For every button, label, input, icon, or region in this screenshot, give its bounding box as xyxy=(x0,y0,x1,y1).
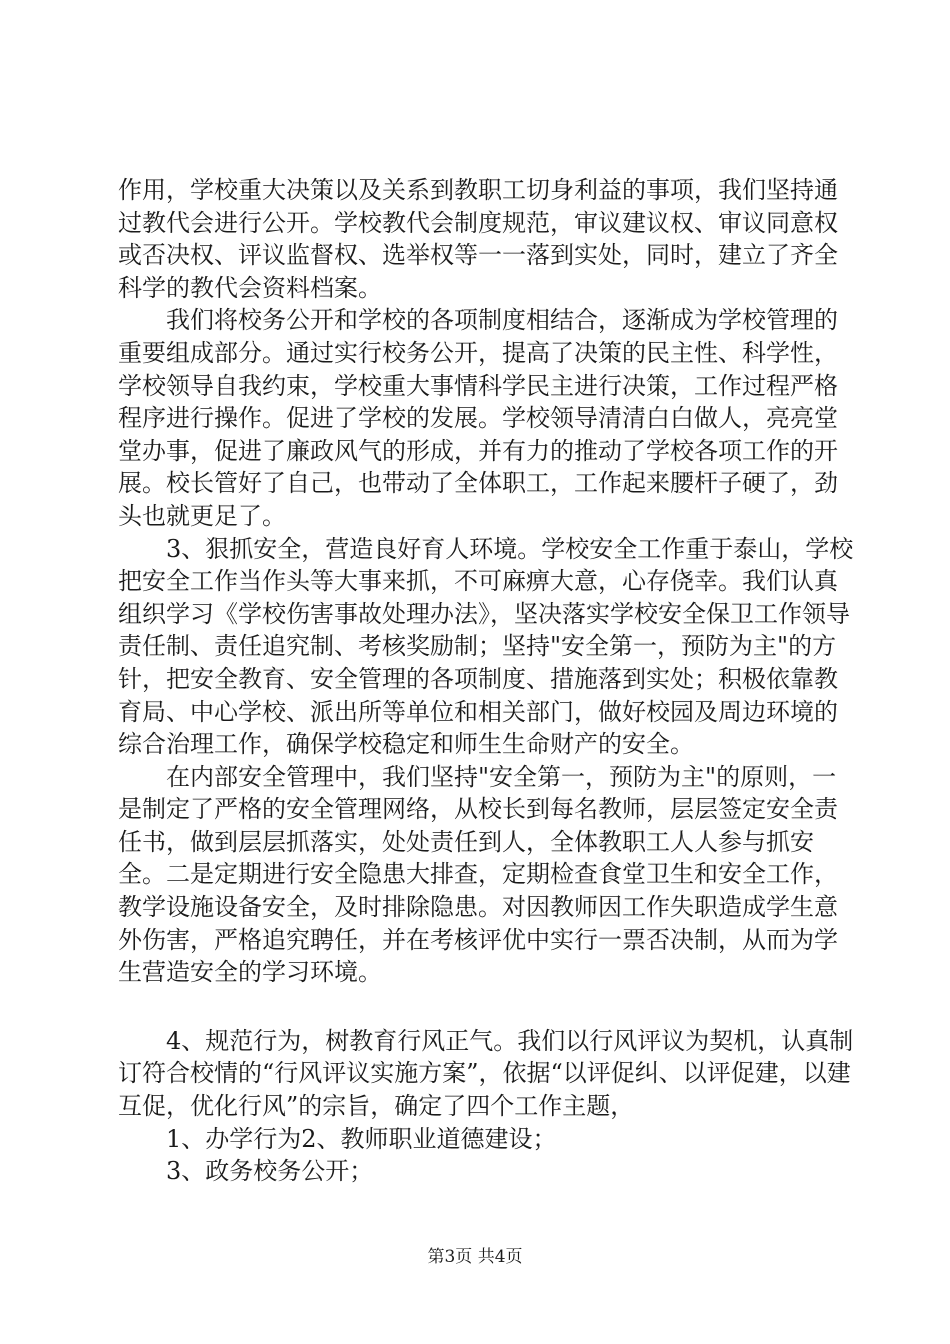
paragraph-5: 4、规范行为，树教育行风正气。我们以行风评议为契机，认真制订符合校情的“行风评议实施方案”，依据“以评促纠、以评促建，以建互促，优化行风”的宗旨，确定了四个工作主题， xyxy=(118,1026,854,1121)
paragraph-gap xyxy=(118,989,858,1025)
page-footer: 第3页 共4页 xyxy=(427,1247,523,1267)
paragraph-4: 在内部安全管理中，我们坚持"安全第一，预防为主"的原则，一是制定了严格的安全管理网络，从校长到每名教师，层层签定安全责任书，做到层层抓落实，处处责任到人，全体教职工人人参与抓安全。二是定期进行安全隐患大排查，定期检查食堂卫生和安全工作，教学设施设备安全，及时排除隐患。对因教师因工作失职造成学生意外伤害，严格追究聘任，并在考核评优中实行一票否决制，从而为学生营造安全的学习环境。 xyxy=(118,762,838,987)
document-body xyxy=(118,174,858,1188)
paragraph-1: 作用，学校重大决策以及关系到教职工切身利益的事项，我们坚持通过教代会进行公开。学校教代会制度规范，审议建议权、审议同意权或否决权、评议监督权、选举权等一一落到实处，同时，建立了齐全科学的教代会资料档案。 xyxy=(118,176,838,302)
list-item-1: 1、办学行为2、教师职业道德建设； xyxy=(166,1124,557,1153)
paragraph-3: 3、狠抓安全，营造良好育人环境。学校安全工作重于泰山，学校把安全工作当作头等大事来抓，不可麻痹大意，心存侥幸。我们认真组织学习《学校伤害事故处理办法》，坚决落实学校安全保卫工作领导责任制、责任追究制、考核奖励制；坚持"安全第一，预防为主"的方针，把安全教育、安全管理的各项制度、措施落到实处；积极依靠教育局、中心学校、派出所等单位和相关部门，做好校园及周边环境的综合治理工作，确保学校稳定和师生生命财产的安全。 xyxy=(118,534,854,759)
list-item-2: 3、政务校务公开； xyxy=(166,1157,374,1186)
paragraph-2: 我们将校务公开和学校的各项制度相结合，逐渐成为学校管理的重要组成部分。通过实行校务公开，提高了决策的民主性、科学性，学校领导自我约束，学校重大事情科学民主进行决策，工作过程严格程序进行操作。促进了学校的发展。学校领导清清白白做人，亮亮堂堂办事，促进了廉政风气的形成，并有力的推动了学校各项工作的开展。校长管好了自己，也带动了全体职工，工作起来腰杆子硬了，劲头也就更足了。 xyxy=(118,306,838,530)
